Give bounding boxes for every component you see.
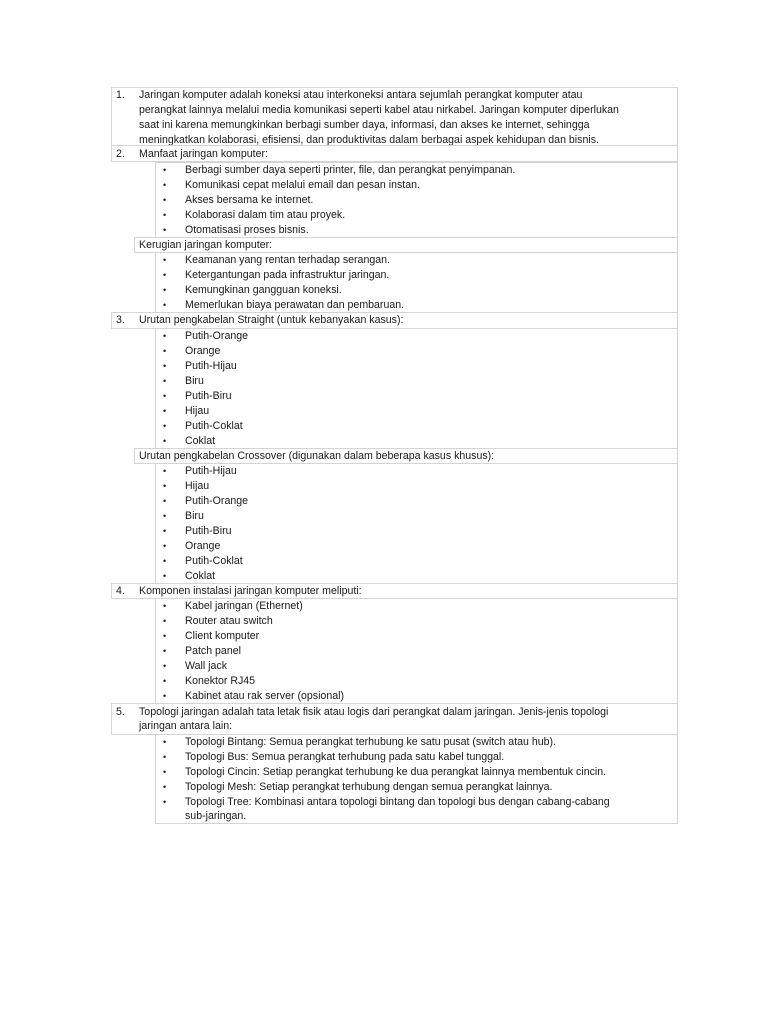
section-5-line: Topologi jaringan adalah tata letak fisik atau logis dari perangkat dalam jaringan. Jenis-jenis topologi — [139, 706, 609, 718]
bullet-icon: • — [163, 676, 167, 686]
crossover-item: Coklat — [185, 570, 216, 582]
topology-item: Topologi Bus: Semua perangkat terhubung pada satu kabel tunggal. — [185, 751, 505, 763]
topology-item: Topologi Cincin: Setiap perangkat terhubung ke dua perangkat lainnya membentuk cincin. — [185, 766, 607, 778]
benefit-item: Kolaborasi dalam tim atau proyek. — [185, 209, 346, 221]
bullet-icon: • — [163, 331, 167, 341]
bullet-icon: • — [163, 406, 167, 416]
straight-item: Putih-Biru — [185, 390, 232, 402]
component-item: Wall jack — [185, 660, 227, 672]
drawback-item: Kemungkinan gangguan koneksi. — [185, 284, 342, 296]
drawback-item: Memerlukan biaya perawatan dan pembaruan. — [185, 299, 405, 311]
section-2-heading: Manfaat jaringan komputer: — [139, 148, 268, 160]
component-item: Kabel jaringan (Ethernet) — [185, 600, 303, 612]
section-5-number: 5. — [116, 706, 125, 718]
bullet-icon: • — [163, 691, 167, 701]
topology-item: Topologi Bintang: Semua perangkat terhubung ke satu pusat (switch atau hub). — [185, 736, 557, 748]
bullet-icon: • — [163, 526, 167, 536]
crossover-item: Putih-Orange — [185, 495, 249, 507]
section-1-line: perangkat lainnya melalui media komunikasi seperti kabel atau nirkabel. Jaringan komputer diperlukan — [139, 104, 619, 116]
bullet-icon: • — [163, 225, 167, 235]
crossover-item: Hijau — [185, 480, 210, 492]
component-item: Patch panel — [185, 645, 241, 657]
bullet-icon: • — [163, 180, 167, 190]
bullet-icon: • — [163, 481, 167, 491]
section-1-number: 1. — [116, 89, 125, 101]
crossover-heading: Urutan pengkabelan Crossover (digunakan dalam beberapa kasus khusus): — [139, 450, 495, 462]
bullet-icon: • — [163, 601, 167, 611]
bullet-icon: • — [163, 496, 167, 506]
bullet-icon: • — [163, 391, 167, 401]
drawback-item: Ketergantungan pada infrastruktur jaringan. — [185, 269, 390, 281]
section-5-line: jaringan antara lain: — [139, 720, 233, 732]
component-item: Konektor RJ45 — [185, 675, 256, 687]
drawback-item: Keamanan yang rentan terhadap serangan. — [185, 254, 390, 266]
bullet-icon: • — [163, 346, 167, 356]
bullet-icon: • — [163, 376, 167, 386]
straight-item: Coklat — [185, 435, 216, 447]
bullet-icon: • — [163, 300, 167, 310]
component-item: Client komputer — [185, 630, 260, 642]
bullet-icon: • — [163, 616, 167, 626]
straight-item: Putih-Orange — [185, 330, 249, 342]
section-4-number: 4. — [116, 585, 125, 597]
component-item: Router atau switch — [185, 615, 273, 627]
component-item: Kabinet atau rak server (opsional) — [185, 690, 344, 702]
bullet-icon: • — [163, 511, 167, 521]
bullet-icon: • — [163, 255, 167, 265]
bullet-icon: • — [163, 752, 167, 762]
crossover-item: Orange — [185, 540, 221, 552]
benefit-item: Otomatisasi proses bisnis. — [185, 224, 309, 236]
straight-item: Putih-Coklat — [185, 420, 243, 432]
section-1-line: Jaringan komputer adalah koneksi atau interkoneksi antara sejumlah perangkat komputer atau — [139, 89, 583, 101]
bullet-icon: • — [163, 195, 167, 205]
straight-item: Biru — [185, 375, 204, 387]
section-1-line: saat ini karena memungkinkan berbagi sumber daya, informasi, dan akses ke internet, sehingga — [139, 119, 590, 131]
topology-item: Topologi Mesh: Setiap perangkat terhubung dengan semua perangkat lainnya. — [185, 781, 553, 793]
section-1-line: meningkatkan kolaborasi, efisiensi, dan produktivitas dalam berbagai aspek kehidupan dan bisnis. — [139, 134, 599, 146]
bullet-icon: • — [163, 270, 167, 280]
section-3-number: 3. — [116, 314, 125, 326]
bullet-icon: • — [163, 631, 167, 641]
bullet-icon: • — [163, 541, 167, 551]
bullet-icon: • — [163, 436, 167, 446]
bullet-icon: • — [163, 556, 167, 566]
bullet-icon: • — [163, 782, 167, 792]
bullet-icon: • — [163, 767, 167, 777]
benefit-item: Berbagi sumber daya seperti printer, file, dan perangkat penyimpanan. — [185, 164, 516, 176]
bullet-icon: • — [163, 210, 167, 220]
bullet-icon: • — [163, 466, 167, 476]
drawbacks-heading: Kerugian jaringan komputer: — [139, 239, 273, 251]
bullet-icon: • — [163, 646, 167, 656]
bullet-icon: • — [163, 797, 167, 807]
benefit-item: Komunikasi cepat melalui email dan pesan instan. — [185, 179, 420, 191]
section-3-heading: Urutan pengkabelan Straight (untuk kebanyakan kasus): — [139, 314, 404, 326]
bullet-icon: • — [163, 421, 167, 431]
topology-item: Topologi Tree: Kombinasi antara topologi bintang dan topologi bus dengan cabang-cabang — [185, 796, 610, 808]
bullet-icon: • — [163, 165, 167, 175]
straight-item: Putih-Hijau — [185, 360, 237, 372]
crossover-item: Putih-Coklat — [185, 555, 243, 567]
crossover-item: Biru — [185, 510, 204, 522]
bullet-icon: • — [163, 571, 167, 581]
bullet-icon: • — [163, 361, 167, 371]
crossover-item: Putih-Hijau — [185, 465, 237, 477]
crossover-item: Putih-Biru — [185, 525, 232, 537]
bullet-icon: • — [163, 285, 167, 295]
section-2-number: 2. — [116, 148, 125, 160]
section-4-heading: Komponen instalasi jaringan komputer meliputi: — [139, 585, 362, 597]
straight-item: Hijau — [185, 405, 210, 417]
straight-item: Orange — [185, 345, 221, 357]
bullet-icon: • — [163, 737, 167, 747]
bullet-icon: • — [163, 661, 167, 671]
benefit-item: Akses bersama ke internet. — [185, 194, 314, 206]
topology-item-continuation: sub-jaringan. — [185, 810, 247, 822]
